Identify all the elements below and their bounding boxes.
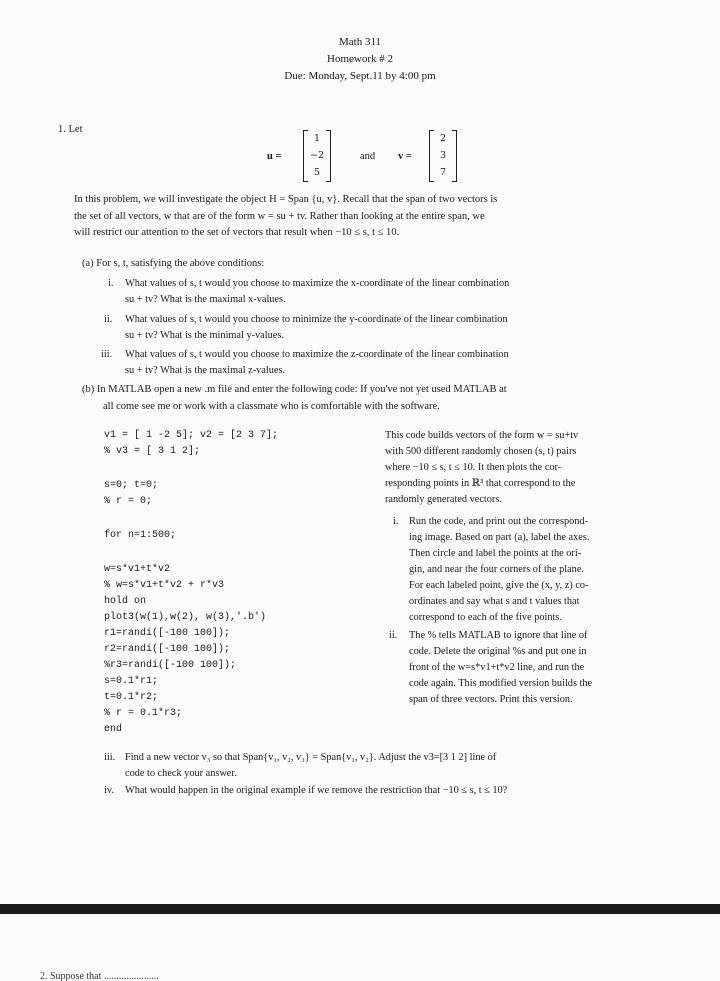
code-line: % v3 = [ 3 1 2]; (104, 446, 201, 457)
item-line: The % tells MATLAB to ignore that line of (409, 630, 588, 641)
part-a-item-num: ii. (104, 314, 113, 325)
part-b-item-iv: What would happen in the original example if we remove the restriction that −10 ≤ s, t ≤ 10? (125, 785, 508, 796)
part-a-label: (a) For s, t, satisfying the above conditions: (82, 258, 265, 269)
v-entry: 3 (439, 150, 447, 161)
code-line: v1 = [ 1 -2 5]; v2 = [2 3 7]; (104, 430, 279, 441)
intro-line: the set of all vectors, w that are of the form w = su + tv. Rather than looking at the entire span, we (74, 210, 485, 222)
item-line: What values of s, t would you choose to maximize the x-coordinate of the linear combination (125, 278, 510, 289)
item-line: What values of s, t would you choose to minimize the y-coordinate of the linear combination (125, 314, 508, 325)
code-description (385, 428, 665, 508)
item-line: code to check your answer. (125, 768, 237, 779)
u-entry: 5 (313, 167, 321, 178)
part-b-item-num: iii. (104, 752, 116, 763)
intro-line: In this problem, we will investigate the object H = Span {u, v}. Recall that the span of two vectors is (74, 194, 498, 205)
description-line: responding points in ℝ³ that correspond to the (385, 478, 576, 489)
part-a-item (125, 347, 665, 379)
problem-number: 1. Let (58, 124, 83, 135)
intro-line: will restrict our attention to the set of vectors that result when −10 ≤ s, t ≤ 10. (74, 227, 400, 238)
due-date: Due: Monday, Sept.11 by 4:00 pm (284, 70, 436, 82)
item-line: Find a new vector v₃ so that Span{v₁, v₂, v₃} = Span{v₁, v₂}. Adjust the v3=[3 1 2] line of (125, 752, 497, 763)
code-line: r1=randi([-100 100]); (104, 628, 231, 639)
part-a-item (125, 276, 665, 308)
item-line: ordinates and say what s and t values that (409, 596, 580, 607)
code-line: for n=1:500; (104, 530, 177, 541)
item-line: span of three vectors. Print this version. (409, 694, 573, 705)
part-b-item-num: i. (393, 516, 399, 527)
item-line: front of the w=s*v1+t*v2 line, and run the (409, 662, 585, 673)
description-line: This code builds vectors of the form w = su+tv (385, 430, 579, 441)
part-b-line: (b) In MATLAB open a new .m file and enter the following code: If you've not yet used MATLAB at (82, 384, 507, 395)
v-label: v = (398, 151, 412, 162)
description-line: with 500 different randomly chosen (s, t) pairs (385, 446, 577, 457)
and-text: and (360, 151, 376, 162)
code-line: % w=s*v1+t*v2 + r*v3 (104, 580, 225, 591)
item-line: correspond to each of the five points. (409, 612, 562, 623)
item-line: Then circle and label the points at the ori- (409, 548, 582, 559)
description-line: where −10 ≤ s, t ≤ 10. It then plots the cor- (385, 462, 562, 473)
course-title: Math 311 (338, 36, 382, 48)
page-break-bar (0, 904, 720, 914)
item-line: code again. This modified version builds the (409, 678, 593, 689)
code-line: % r = 0.1*r3; (104, 708, 183, 719)
code-line: end (104, 724, 123, 735)
u-entry: 1 (313, 133, 321, 144)
assignment-title: Homework # 2 (327, 53, 393, 65)
v-entry: 2 (439, 133, 447, 144)
item-line: su + tv? What is the minimal y-values. (125, 330, 284, 341)
u-label: u = (267, 151, 282, 162)
part-b-item-num: ii. (389, 630, 398, 641)
part-a-item (125, 312, 665, 344)
item-line: su + tv? What is the maximal x-values. (125, 294, 286, 305)
item-line: su + tv? What is the maximal z-values. (125, 365, 286, 376)
code-line: t=0.1*r2; (104, 692, 159, 703)
code-line: %r3=randi([-100 100]); (104, 660, 237, 671)
code-line: r2=randi([-100 100]); (104, 644, 231, 655)
next-page-cut-text: 2. Suppose that ...................... (40, 972, 159, 981)
code-line: hold on (104, 596, 147, 607)
code-line: plot3(w(1),w(2), w(3),'.b') (104, 612, 267, 623)
part-b-line: all come see me or work with a classmate who is comfortable with the software. (103, 400, 440, 412)
item-line: gin, and near the four corners of the plane. (409, 564, 584, 575)
item-line: code. Delete the original %s and put one in (409, 646, 587, 657)
part-b-intro (82, 382, 672, 415)
v-vector (429, 130, 457, 182)
v-entry: 7 (439, 167, 447, 178)
u-entry: −2 (309, 150, 324, 161)
code-line: % r = 0; (104, 496, 153, 507)
code-line: s=0.1*r1; (104, 676, 159, 687)
part-a-item-num: i. (108, 278, 114, 289)
code-line: w=s*v1+t*v2 (104, 564, 171, 575)
intro-paragraph (74, 192, 664, 242)
item-line: ing image. Based on part (a), label the axes. (409, 532, 590, 543)
part-b-item-iii (125, 750, 670, 782)
part-b-item-ii (409, 628, 669, 708)
item-line: For each labeled point, give the (x, y, z) co- (409, 580, 589, 591)
description-line: randomly generated vectors. (385, 494, 502, 505)
part-b-item-i (409, 514, 669, 626)
part-a-item-num: iii. (101, 349, 113, 360)
part-b-item-num: iv. (104, 785, 114, 796)
code-line: s=0; t=0; (104, 480, 159, 491)
item-line: What values of s, t would you choose to maximize the z-coordinate of the linear combination (125, 349, 509, 360)
item-line: Run the code, and print out the correspond- (409, 516, 589, 527)
u-vector (303, 130, 331, 182)
